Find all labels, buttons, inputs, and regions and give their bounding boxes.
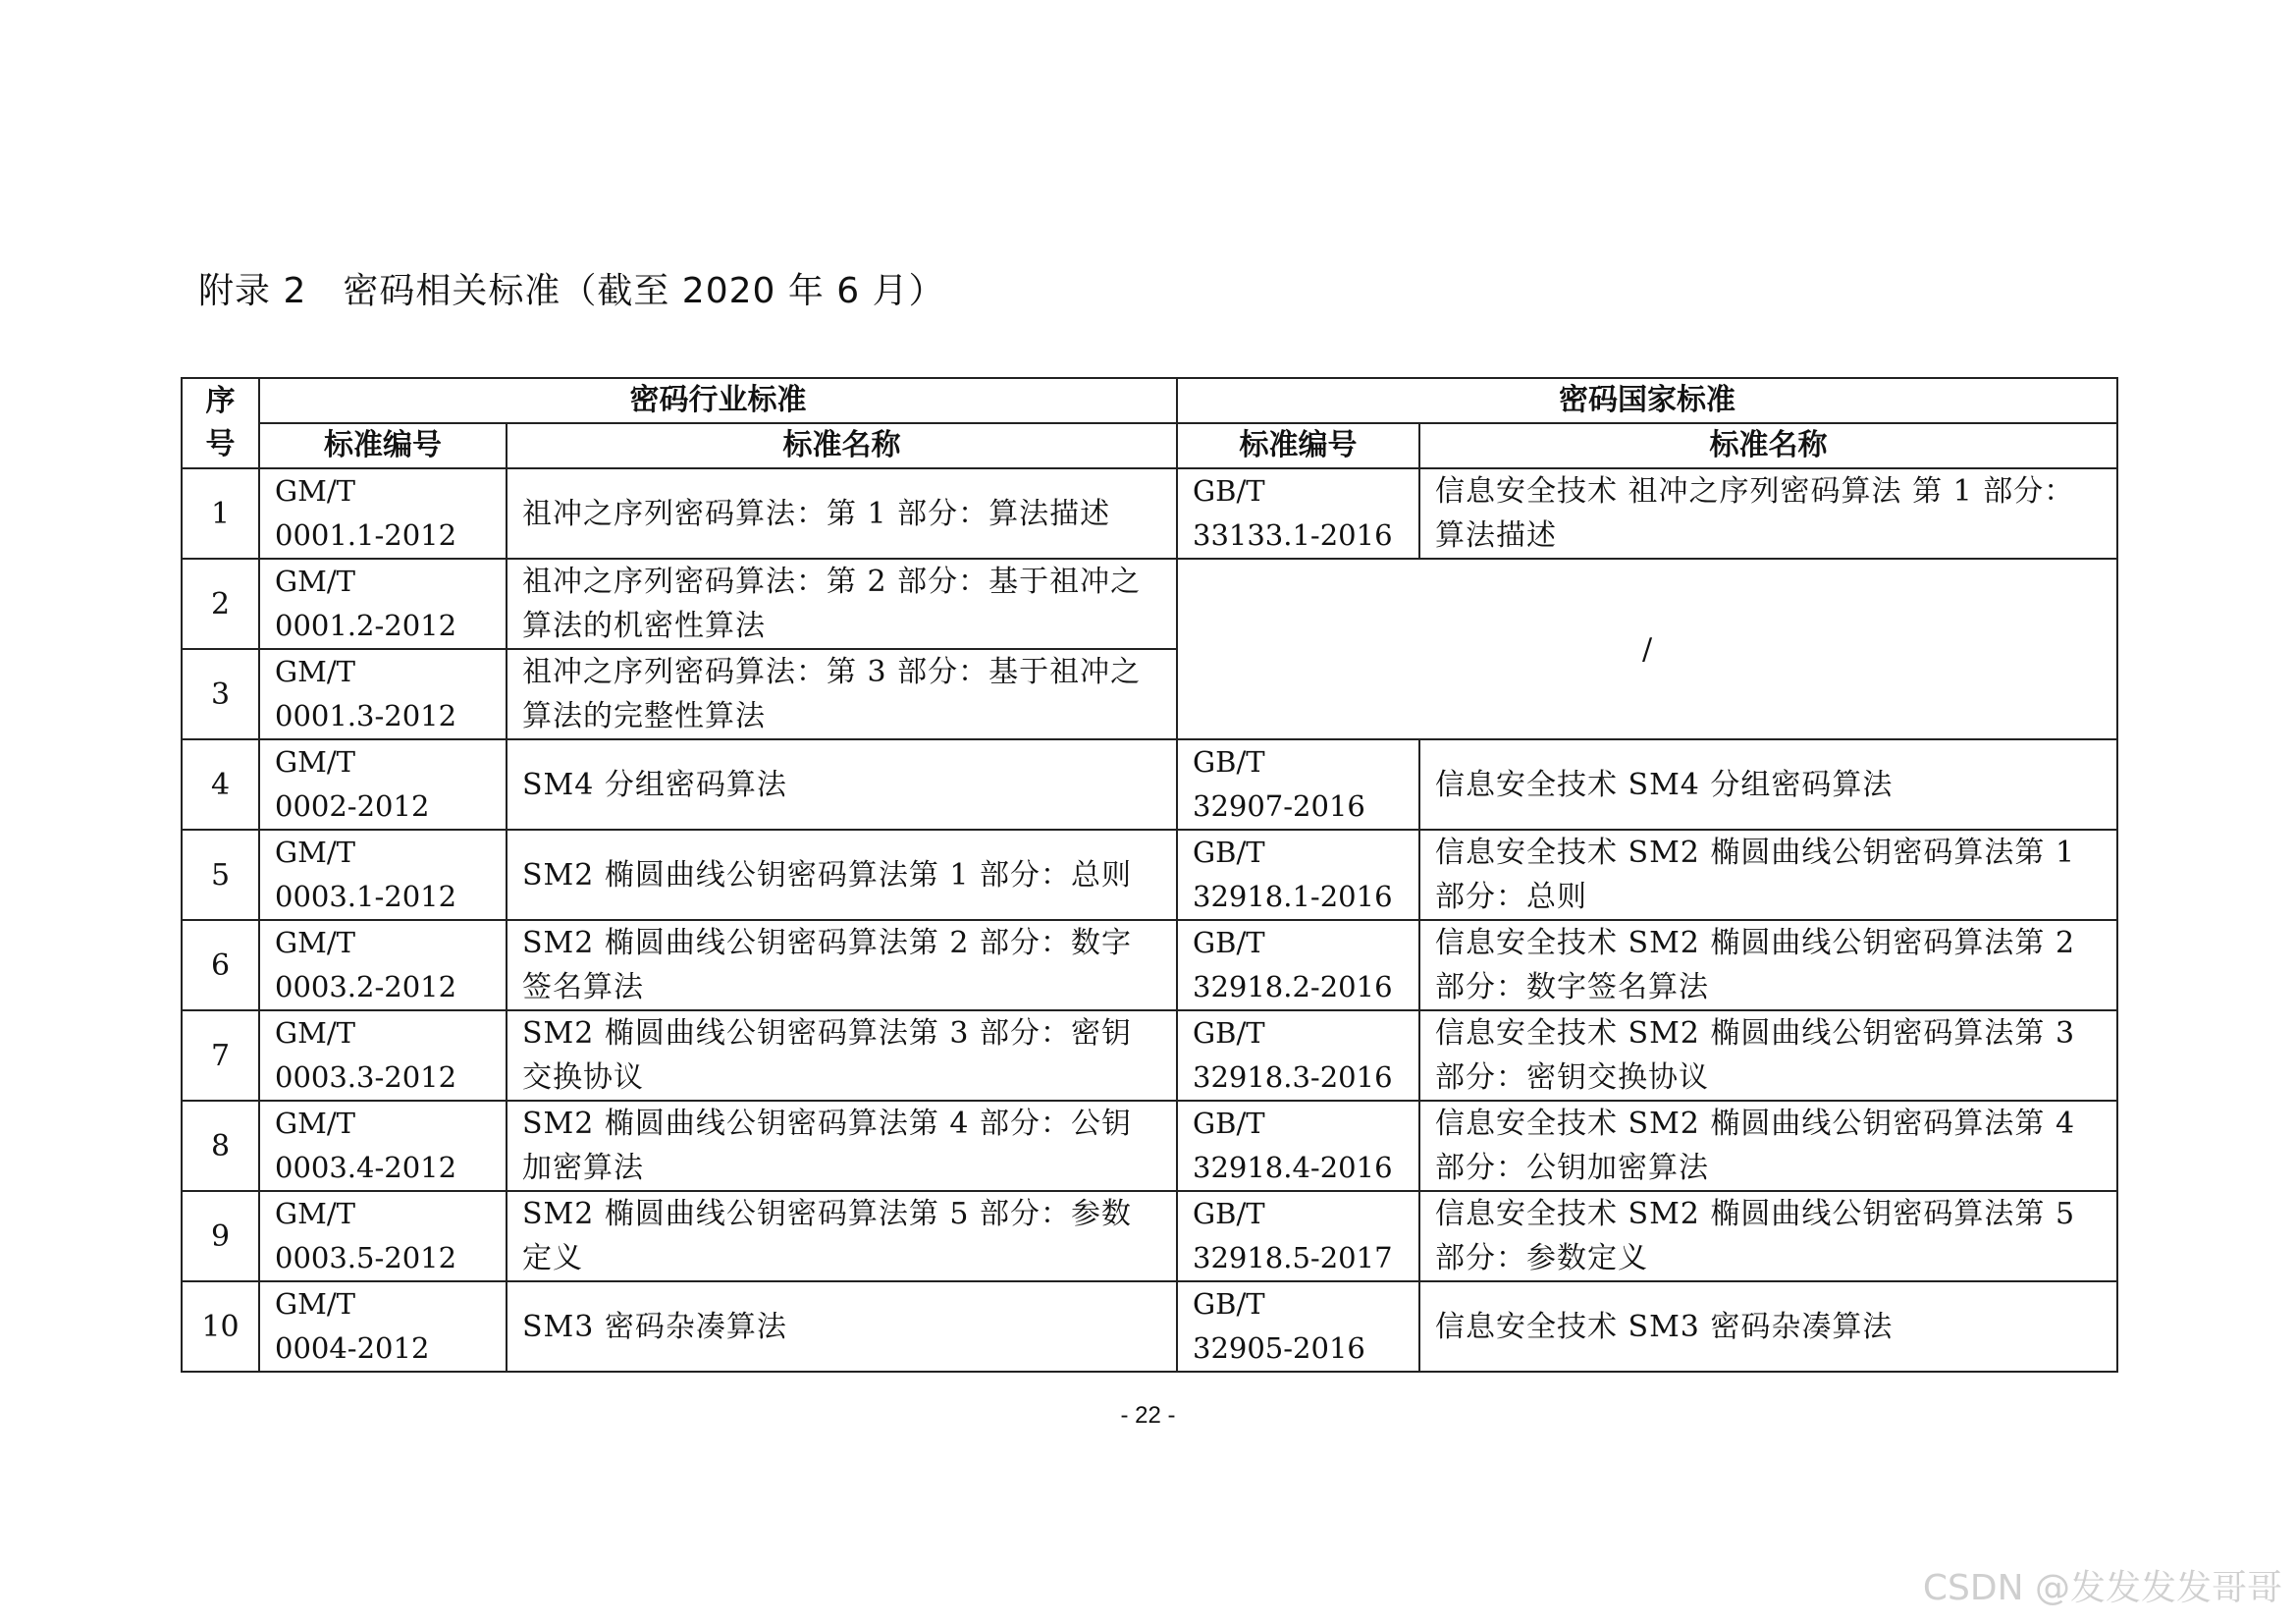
page-title: 附录 2 密码相关标准（截至 2020 年 6 月） xyxy=(198,271,945,311)
table-row xyxy=(182,468,2117,559)
industry-name xyxy=(507,1010,1177,1101)
national-merged-cell xyxy=(1177,559,2117,739)
national-code xyxy=(1177,830,1419,920)
industry-name xyxy=(507,920,1177,1010)
row-number xyxy=(182,468,259,559)
industry-code-text: GM/T 0003.4-2012 xyxy=(275,1107,457,1184)
industry-code xyxy=(259,739,507,830)
national-name xyxy=(1419,468,2117,559)
industry-code xyxy=(259,1010,507,1101)
row-number xyxy=(182,1010,259,1101)
table-row xyxy=(182,559,2117,649)
national-name-header: 标准名称 xyxy=(1419,423,2117,468)
national-name-text: 信息安全技术 SM4 分组密码算法 xyxy=(1435,767,1894,802)
industry-name-text: SM2 椭圆曲线公钥密码算法第 5 部分：参数定义 xyxy=(522,1197,1133,1275)
national-code xyxy=(1177,1101,1419,1191)
table-body xyxy=(182,468,2117,1372)
row-number-text: 5 xyxy=(210,857,231,893)
row-number xyxy=(182,1101,259,1191)
industry-name-text: SM2 椭圆曲线公钥密码算法第 2 部分：数字签名算法 xyxy=(522,926,1133,1004)
industry-name-text: SM2 椭圆曲线公钥密码算法第 1 部分：总则 xyxy=(522,857,1133,893)
national-name-text: 信息安全技术 祖冲之序列密码算法 第 1 部分：算法描述 xyxy=(1435,474,2075,553)
national-code xyxy=(1177,1010,1419,1101)
national-code-text: GB/T 32918.4-2016 xyxy=(1193,1107,1393,1184)
industry-name xyxy=(507,468,1177,559)
table-row xyxy=(182,1101,2117,1191)
industry-code-text: GM/T 0003.3-2012 xyxy=(275,1016,457,1094)
national-name-text: 信息安全技术 SM2 椭圆曲线公钥密码算法第 4 部分：公钥加密算法 xyxy=(1435,1107,2076,1185)
industry-name-text: SM2 椭圆曲线公钥密码算法第 4 部分：公钥加密算法 xyxy=(522,1107,1133,1185)
national-name xyxy=(1419,1281,2117,1372)
national-name xyxy=(1419,1010,2117,1101)
industry-code-text: GM/T 0002-2012 xyxy=(275,745,430,823)
standards-table xyxy=(181,377,2118,1373)
industry-name xyxy=(507,830,1177,920)
industry-name-header: 标准名称 xyxy=(507,423,1177,468)
row-number-text: 4 xyxy=(210,767,231,802)
seq-header-bottom: 号 xyxy=(205,427,236,461)
row-number-text: 2 xyxy=(210,586,231,622)
industry-code xyxy=(259,1101,507,1191)
row-number-text: 6 xyxy=(210,947,231,983)
national-merged-cell-text: / xyxy=(1641,631,1653,667)
table-row xyxy=(182,1191,2117,1281)
industry-code-text: GM/T 0003.1-2012 xyxy=(275,836,457,913)
national-name-text: 信息安全技术 SM2 椭圆曲线公钥密码算法第 3 部分：密钥交换协议 xyxy=(1435,1016,2076,1095)
table-row xyxy=(182,739,2117,830)
national-code-text: GB/T 33133.1-2016 xyxy=(1193,474,1393,552)
industry-name xyxy=(507,559,1177,649)
industry-code-text: GM/T 0001.2-2012 xyxy=(275,565,457,642)
national-code xyxy=(1177,1191,1419,1281)
seq-header-top: 序 xyxy=(205,384,236,418)
national-name-text: 信息安全技术 SM3 密码杂凑算法 xyxy=(1435,1309,1894,1344)
national-name-text: 信息安全技术 SM2 椭圆曲线公钥密码算法第 5 部分：参数定义 xyxy=(1435,1197,2076,1275)
national-code xyxy=(1177,468,1419,559)
national-standard-header: 密码国家标准 xyxy=(1177,378,2117,423)
industry-code xyxy=(259,559,507,649)
national-code-text: GB/T 32905-2016 xyxy=(1193,1287,1365,1365)
row-number-text: 8 xyxy=(210,1128,231,1164)
industry-code-text: GM/T 0001.1-2012 xyxy=(275,474,457,552)
table-row xyxy=(182,1281,2117,1372)
industry-code-text: GM/T 0001.3-2012 xyxy=(275,655,457,732)
industry-name xyxy=(507,1101,1177,1191)
national-name xyxy=(1419,830,2117,920)
industry-code-header: 标准编号 xyxy=(259,423,507,468)
row-number-text: 3 xyxy=(210,677,231,712)
row-number-text: 10 xyxy=(201,1309,240,1344)
national-code-text: GB/T 32918.3-2016 xyxy=(1193,1016,1393,1094)
national-name-text: 信息安全技术 SM2 椭圆曲线公钥密码算法第 1 部分：总则 xyxy=(1435,836,2076,914)
industry-code-text: GM/T 0004-2012 xyxy=(275,1287,430,1365)
row-number xyxy=(182,559,259,649)
table-row xyxy=(182,1010,2117,1101)
industry-standard-header: 密码行业标准 xyxy=(259,378,1177,423)
national-name xyxy=(1419,739,2117,830)
industry-code-text: GM/T 0003.2-2012 xyxy=(275,926,457,1003)
national-name xyxy=(1419,920,2117,1010)
national-name xyxy=(1419,1191,2117,1281)
national-code xyxy=(1177,739,1419,830)
industry-code xyxy=(259,920,507,1010)
table-row xyxy=(182,920,2117,1010)
industry-name-text: 祖冲之序列密码算法：第 2 部分：基于祖冲之算法的机密性算法 xyxy=(522,565,1142,643)
industry-name-text: SM4 分组密码算法 xyxy=(522,767,787,802)
industry-code-text: GM/T 0003.5-2012 xyxy=(275,1197,457,1274)
industry-name xyxy=(507,739,1177,830)
national-code-text: GB/T 32918.2-2016 xyxy=(1193,926,1393,1003)
national-code-text: GB/T 32918.1-2016 xyxy=(1193,836,1393,913)
industry-code xyxy=(259,830,507,920)
row-number xyxy=(182,649,259,739)
industry-name xyxy=(507,1191,1177,1281)
table-row xyxy=(182,830,2117,920)
national-code xyxy=(1177,1281,1419,1372)
national-name xyxy=(1419,1101,2117,1191)
row-number-text: 1 xyxy=(210,496,231,531)
national-name-text: 信息安全技术 SM2 椭圆曲线公钥密码算法第 2 部分：数字签名算法 xyxy=(1435,926,2076,1004)
industry-name xyxy=(507,649,1177,739)
row-number xyxy=(182,920,259,1010)
row-number xyxy=(182,1191,259,1281)
industry-name-text: 祖冲之序列密码算法：第 1 部分：算法描述 xyxy=(522,496,1111,531)
industry-code xyxy=(259,649,507,739)
national-code-text: GB/T 32918.5-2017 xyxy=(1193,1197,1393,1274)
watermark: CSDN @发发发发哥哥 xyxy=(1922,1568,2282,1608)
national-code-header: 标准编号 xyxy=(1177,423,1419,468)
industry-name-text: SM3 密码杂凑算法 xyxy=(522,1309,787,1344)
industry-code xyxy=(259,468,507,559)
row-number-text: 7 xyxy=(210,1038,231,1073)
row-number xyxy=(182,739,259,830)
row-number-text: 9 xyxy=(210,1218,231,1254)
page-number: - 22 - xyxy=(1120,1402,1176,1429)
row-number xyxy=(182,830,259,920)
national-code-text: GB/T 32907-2016 xyxy=(1193,745,1365,823)
national-code xyxy=(1177,920,1419,1010)
row-number xyxy=(182,1281,259,1372)
industry-name xyxy=(507,1281,1177,1372)
seq-header xyxy=(182,378,259,468)
industry-name-text: 祖冲之序列密码算法：第 3 部分：基于祖冲之算法的完整性算法 xyxy=(522,655,1142,733)
industry-code xyxy=(259,1281,507,1372)
industry-code xyxy=(259,1191,507,1281)
industry-name-text: SM2 椭圆曲线公钥密码算法第 3 部分：密钥交换协议 xyxy=(522,1016,1133,1095)
